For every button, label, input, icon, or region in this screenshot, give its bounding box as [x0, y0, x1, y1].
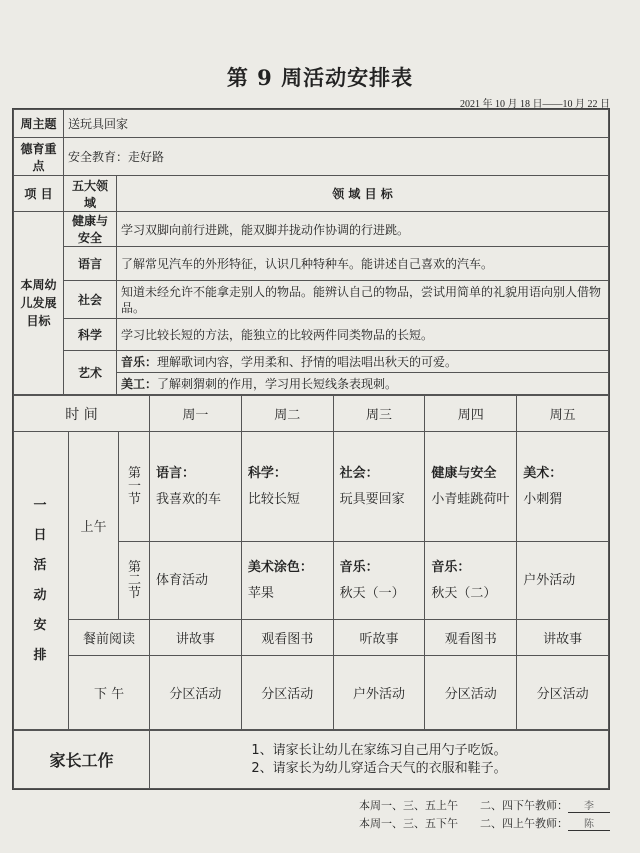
section-2-label: 第二节: [119, 542, 150, 620]
domain-art: 艺术: [64, 351, 117, 395]
day-activity-label: 一日活动安排: [14, 432, 69, 730]
reading-wed: 听故事: [333, 620, 425, 656]
reading-fri: 讲故事: [517, 620, 609, 656]
day-fri: 周五: [517, 396, 609, 432]
reading-mon: 讲故事: [150, 620, 242, 656]
m2-wed: 音乐： 秋天（一）: [333, 542, 425, 620]
moral-label: 德育重点: [14, 138, 64, 176]
day-wed: 周三: [333, 396, 425, 432]
goals-label: 本周幼儿发展目标: [14, 212, 64, 395]
parent-item: 2、请家长为幼儿穿适合天气的衣服和鞋子。: [251, 760, 507, 776]
domain-language: 语言: [64, 247, 117, 281]
targets-header: 领 域 目 标: [117, 176, 609, 212]
parent-label: 家长工作: [14, 731, 150, 789]
parent-item: 1、请家长让幼儿在家练习自己用勺子吃饭。: [251, 742, 507, 758]
m2-mon: 体育活动: [150, 542, 242, 620]
day-tue: 周二: [241, 396, 333, 432]
day-mon: 周一: [150, 396, 242, 432]
reading-label: 餐前阅读: [69, 620, 150, 656]
m2-tue: 美术涂色： 苹果: [241, 542, 333, 620]
domain-science: 科学: [64, 319, 117, 351]
morning-label: 上午: [69, 432, 119, 620]
pm-mon: 分区活动: [150, 656, 242, 730]
theme-value: 送玩具回家: [64, 110, 609, 138]
domains-header: 五大领域: [64, 176, 117, 212]
signature-2: 陈: [568, 815, 610, 831]
moral-value: 安全教育：走好路: [64, 138, 609, 176]
m1-wed: 社会： 玩具要回家: [333, 432, 425, 542]
domain-health: 健康与安全: [64, 212, 117, 247]
m2-thu: 音乐： 秋天（二）: [425, 542, 517, 620]
m1-fri: 美术： 小刺猬: [517, 432, 609, 542]
schedule-sheet: [12, 108, 610, 790]
goal-society: 知道未经允许不能拿走别人的物品。能辨认自己的物品，尝试用简单的礼貌用语向别人借物品。: [117, 281, 609, 319]
domain-society: 社会: [64, 281, 117, 319]
goal-art-music: 音乐：理解歌词内容，学用柔和、抒情的唱法唱出秋天的可爱。: [117, 351, 609, 373]
item-header: 项 目: [14, 176, 64, 212]
parent-table: [13, 730, 609, 789]
pm-thu: 分区活动: [425, 656, 517, 730]
date-range: 2021 年 10 月 18 日——10 月 22 日: [460, 99, 610, 110]
m1-tue: 科学： 比较长短: [241, 432, 333, 542]
pm-wed: 户外活动: [333, 656, 425, 730]
footer-line-1: 本周一、三、五上午 二、四下午教师： 李: [359, 797, 610, 813]
footer-line-2: 本周一、三、五下午 二、四上午教师： 陈: [359, 815, 610, 831]
pm-fri: 分区活动: [517, 656, 609, 730]
pm-tue: 分区活动: [241, 656, 333, 730]
reading-tue: 观看图书: [241, 620, 333, 656]
section-1-label: 第一节: [119, 432, 150, 542]
goal-art-fine: 美工：了解刺猬刺的作用，学习用长短线条表现刺。: [117, 373, 609, 395]
page-title: 第 9 周活动安排表: [226, 65, 414, 90]
day-thu: 周四: [425, 396, 517, 432]
parent-items: [150, 731, 609, 789]
goal-science: 学习比较长短的方法，能独立的比较两件同类物品的长短。: [117, 319, 609, 351]
m1-mon: 语言： 我喜欢的车: [150, 432, 242, 542]
m1-thu: 健康与安全 小青蛙跳荷叶: [425, 432, 517, 542]
signature-1: 李: [568, 797, 610, 813]
time-label: 时 间: [14, 396, 150, 432]
theme-label: 周主题: [14, 110, 64, 138]
goals-table: [13, 109, 609, 395]
goal-health: 学习双脚向前行进跳，能双脚并拢动作协调的行进跳。: [117, 212, 609, 247]
goal-language: 了解常见汽车的外形特征，认识几种特种车。能讲述自己喜欢的汽车。: [117, 247, 609, 281]
m2-fri: 户外活动: [517, 542, 609, 620]
reading-thu: 观看图书: [425, 620, 517, 656]
afternoon-label: 下 午: [69, 656, 150, 730]
activity-table: [13, 395, 609, 730]
